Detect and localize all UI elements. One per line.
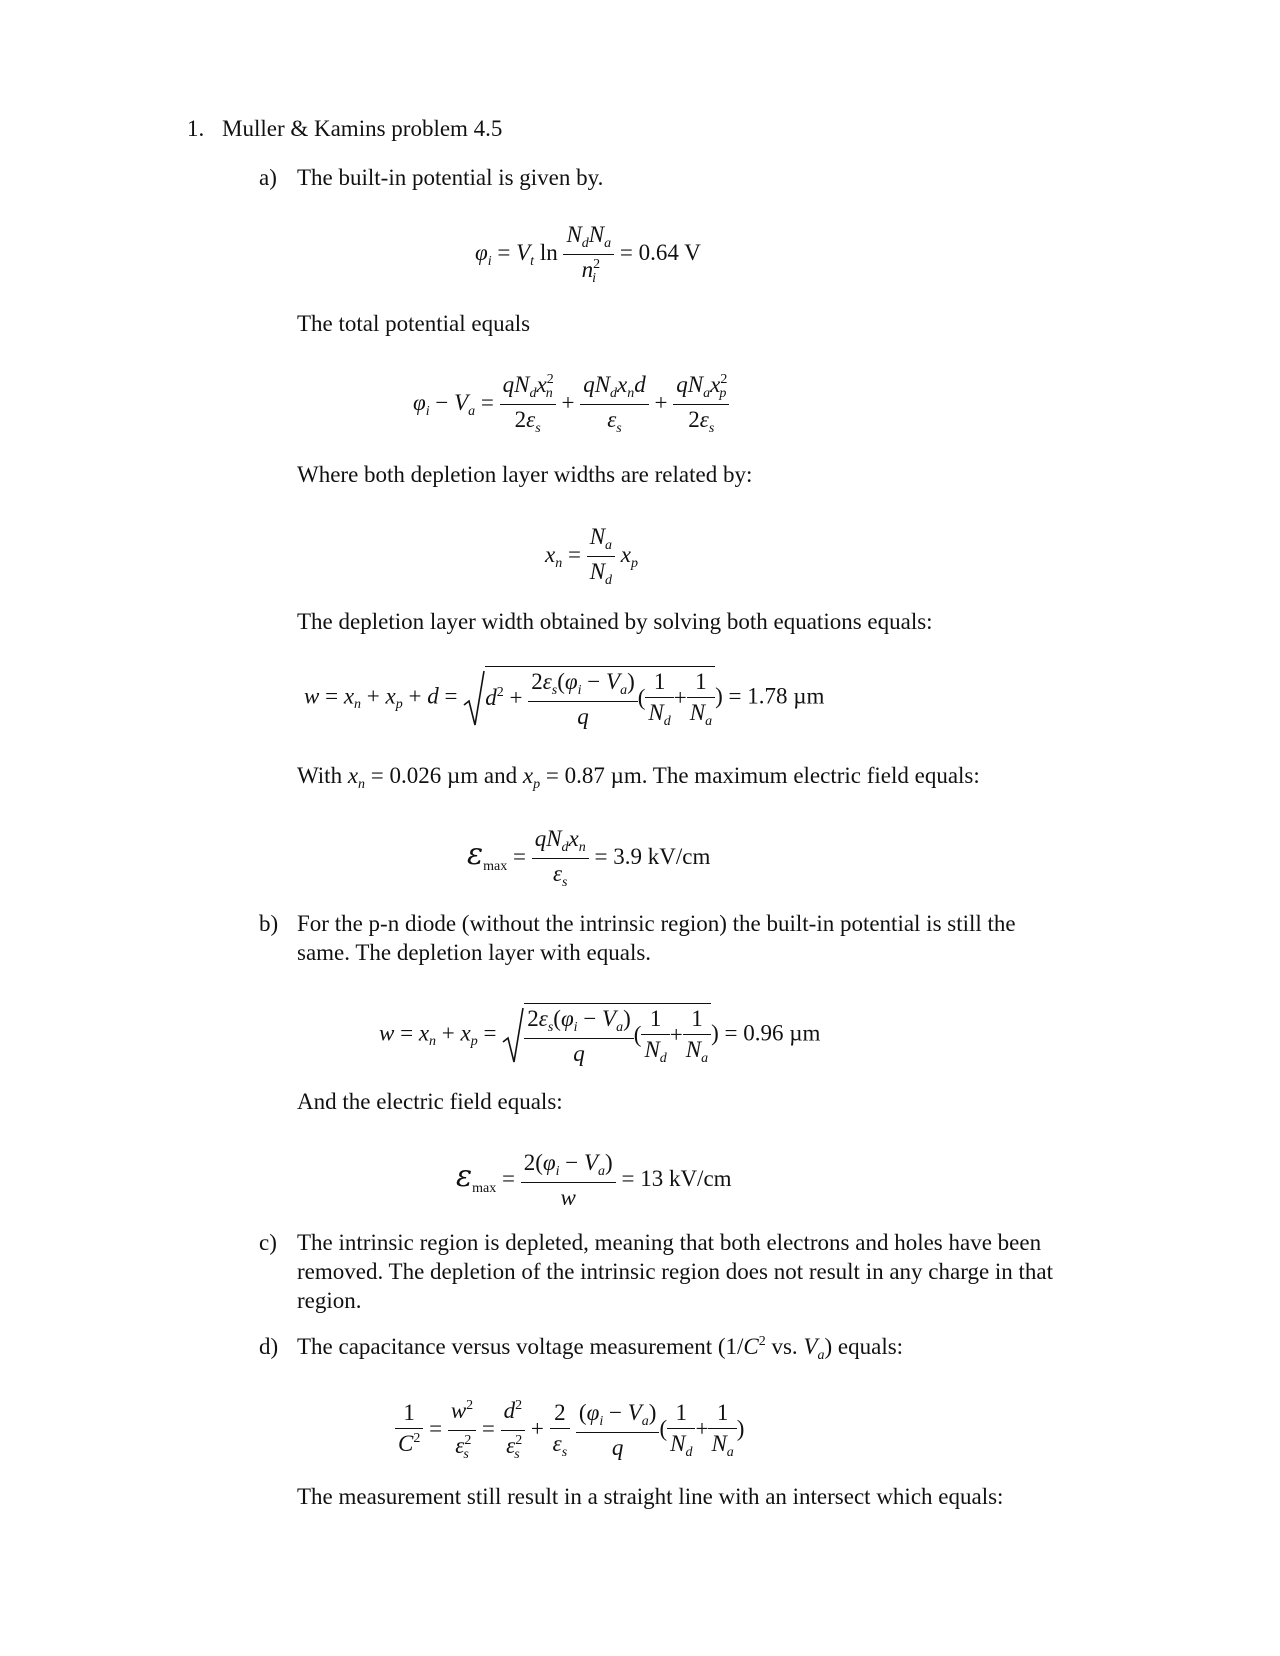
equation-width-pin: $w = x_n + x_p + d = d^2$ + $\frac{2\varepsilon_s(\varphi_i - V_a)}{q}$ ( $\frac{1}{N_d}$ + $\frac{1}{N_a}$ ) = 1.78 µm <box>304 666 824 730</box>
part-a-label: a) <box>259 165 277 190</box>
part-c-line1: The intrinsic region is depleted, meaning that both electrons and holes have been <box>297 1230 1042 1255</box>
emax-b-result: = 13 kV/cm <box>621 1165 732 1191</box>
builtin-result: = 0.64 V <box>619 239 701 265</box>
part-d-line: The capacitance versus voltage measurement ($1/C^2$ vs. $V_a$) equals: <box>297 1334 904 1363</box>
final-text: The measurement still result in a straight line with an intersect which equals: <box>297 1484 1004 1509</box>
equation-builtin-potential: $\varphi_i = V_t$ ln $\frac{N_dN_a}{n^2_i}$ = 0.64 V <box>475 222 701 286</box>
total-potential-text: The total potential equals <box>297 311 531 336</box>
related-text: Where both depletion layer widths are related by: <box>297 462 753 487</box>
part-a-intro: The built-in potential is given by. <box>297 165 604 190</box>
equation-emax-a: $\varepsilon_{max}$ = $\frac{qN_dx_n}{\varepsilon_s}$ = 3.9 kV/cm <box>467 826 711 890</box>
part-b-label: b) <box>259 911 279 936</box>
part-c-line2: removed. The depletion of the intrinsic region does not result in any charge in that <box>297 1259 1054 1284</box>
width-pin-result: ) = 1.78 µm <box>715 683 825 709</box>
equation-width-pn: $w = x_n + x_p$ = $\frac{2\varepsilon_s(\varphi_i - V_a)}{q}$ ( $\frac{1}{N_d}$ + $\frac{1}{N_a}$ ) = 0.96 µm <box>379 1003 820 1067</box>
depletion-solve-text: The depletion layer width obtained by solving both equations equals: <box>297 609 933 634</box>
part-c-line3: region. <box>297 1288 362 1313</box>
field-intro-text: And the electric field equals: <box>297 1089 563 1114</box>
part-c-label: c) <box>259 1230 277 1255</box>
equation-xn-relation: $x_n$ = $\frac{N_a}{N_d}$ $x_p$ <box>545 524 639 588</box>
equation-capacitance: $\frac{1}{C^2}$ = $\frac{w^2}{\varepsilon^2_s}$ = $\frac{d^2}{\varepsilon^2_s}$ + $\frac{2}{\varepsilon_s}$ $\frac{(\varphi_i - V_a)}{q}$ ( $\frac{1}{N_d}$ + $\frac{1}{N_a}$ ) <box>395 1398 744 1463</box>
problem-title: Muller & Kamins problem 4.5 <box>222 116 503 141</box>
emax-a-result: = 3.9 kV/cm <box>594 843 711 869</box>
part-d-label: d) <box>259 1334 279 1359</box>
sqrt-symbol <box>502 1006 524 1064</box>
sqrt-symbol <box>463 669 485 727</box>
part-b-line1: For the p-n diode (without the intrinsic region) the built-in potential is still the <box>297 911 1016 936</box>
with-xn-line: With $x_n = 0.026$ µm and $x_p = 0.87$ µm. The maximum electric field equals: <box>297 763 980 792</box>
problem-number: 1. <box>187 116 205 141</box>
part-b-line2: same. The depletion layer with equals. <box>297 940 652 965</box>
equation-emax-b: $\varepsilon_{max}$ = $\frac{2(\varphi_i - V_a)}{w}$ = 13 kV/cm <box>456 1150 732 1210</box>
equation-total-potential: $\varphi_i - V_a$ = $\frac{qN_dx^2_n}{2\varepsilon_s}$ + $\frac{qN_dx_nd}{\varepsilon_s}$ + $\frac{qN_ax^2_p}{2\varepsilon_s}$ <box>413 372 728 436</box>
width-pn-result: ) = 0.96 µm <box>711 1020 821 1046</box>
